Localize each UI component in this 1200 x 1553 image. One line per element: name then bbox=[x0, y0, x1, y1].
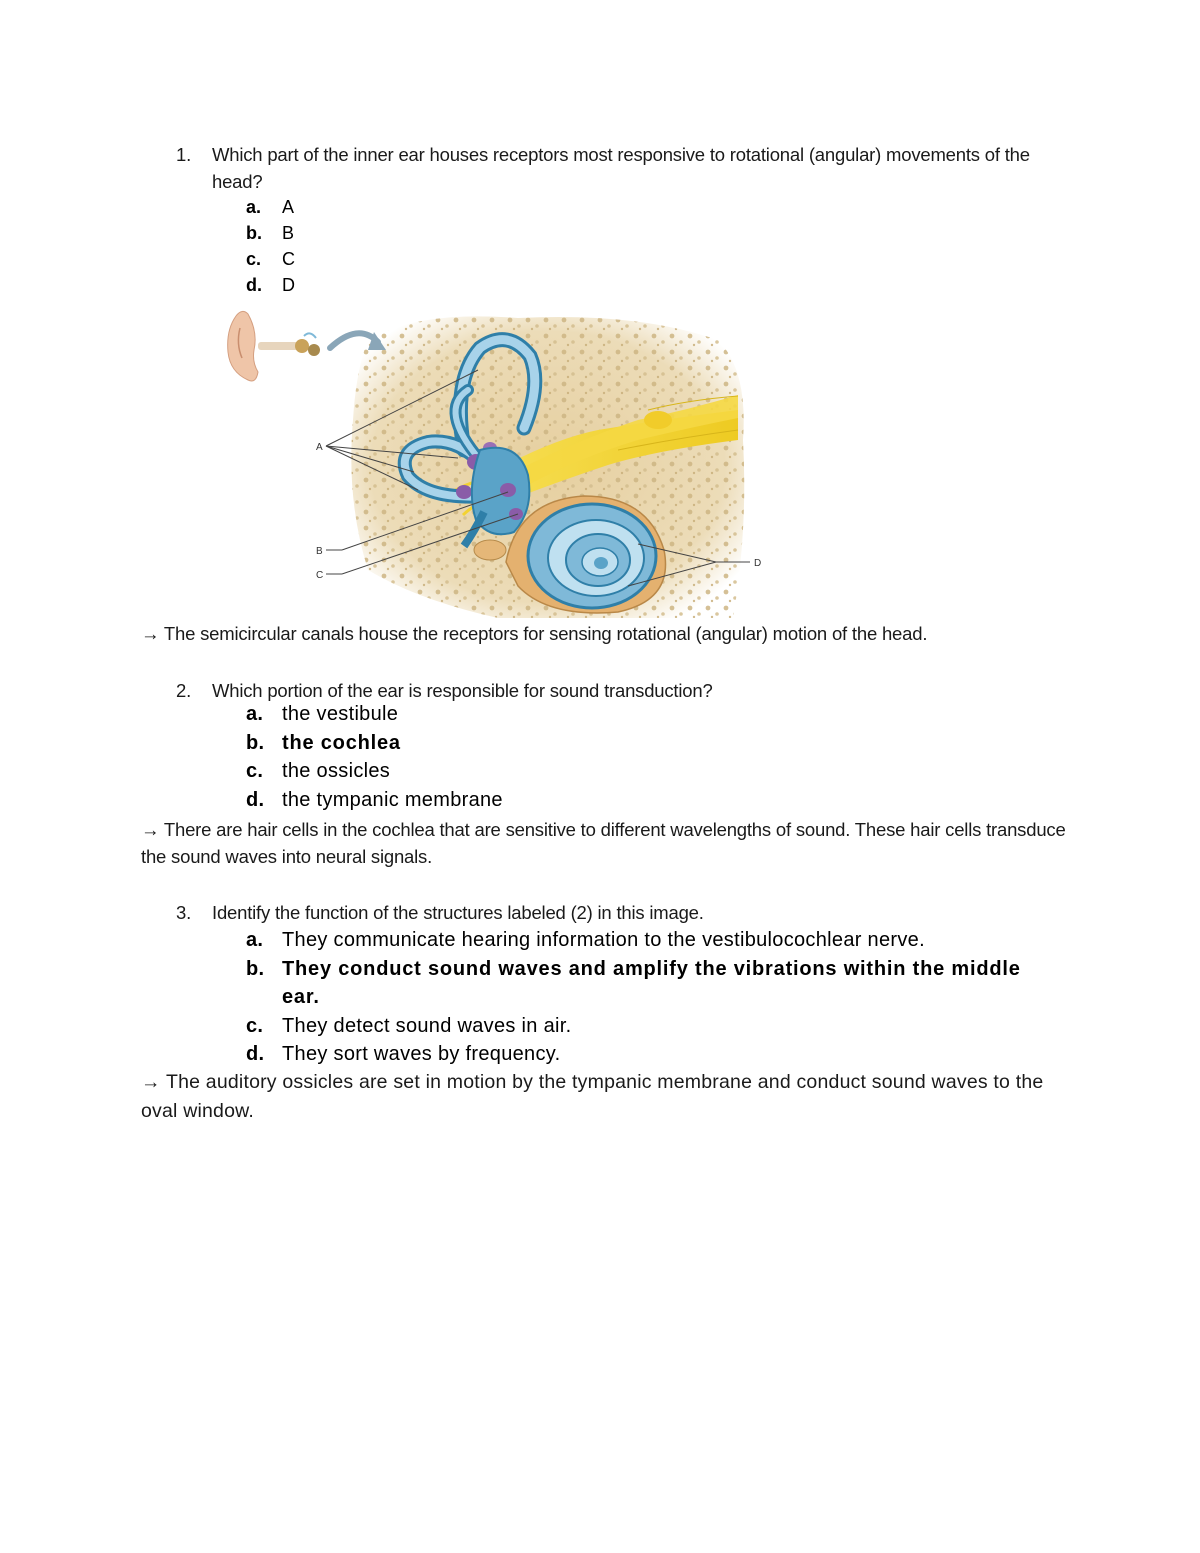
option-letter: c. bbox=[246, 760, 264, 782]
question-3-option-a bbox=[246, 926, 1046, 955]
question-2-option-b bbox=[246, 729, 503, 758]
question-1-option-b bbox=[246, 220, 295, 246]
figure-label-c: C bbox=[316, 570, 324, 581]
question-2-text: Which portion of the ear is responsible for sound transduction? bbox=[212, 680, 713, 701]
question-3-option-d bbox=[246, 1040, 1046, 1069]
option-letter: a. bbox=[246, 703, 264, 725]
option-text: C bbox=[282, 249, 295, 269]
question-3-text: Identify the function of the structures labeled (2) in this image. bbox=[212, 902, 704, 923]
option-text: They detect sound waves in air. bbox=[282, 1014, 572, 1037]
question-3-option-b bbox=[246, 955, 1046, 1012]
question-1-option-a bbox=[246, 194, 295, 220]
outer-ear-icon bbox=[228, 311, 320, 381]
question-1-option-c bbox=[246, 246, 295, 272]
figure-label-d: D bbox=[754, 558, 762, 569]
question-2-options bbox=[246, 700, 503, 814]
option-letter: b. bbox=[246, 731, 265, 754]
question-3-option-c bbox=[246, 1012, 1046, 1041]
inner-ear-illustration bbox=[218, 300, 778, 618]
question-1-explanation: → The semicircular canals house the receptors for sensing rotational (angular) motion of the head. bbox=[141, 623, 928, 644]
question-3-options bbox=[246, 926, 1046, 1069]
question-1-stem bbox=[176, 141, 1062, 195]
option-letter: d. bbox=[246, 788, 265, 811]
option-letter: a. bbox=[246, 929, 264, 951]
option-text: the vestibule bbox=[282, 703, 399, 725]
question-2-number: 2. bbox=[176, 680, 192, 701]
question-1-text: Which part of the inner ear houses receptors most responsive to rotational (angular) movements of the head? bbox=[212, 144, 1030, 192]
question-3-explanation: → The auditory ossicles are set in motion by the tympanic membrane and conduct sound waves to the oval window. bbox=[141, 1071, 1044, 1122]
option-text: B bbox=[282, 223, 295, 243]
option-text: They communicate hearing information to the vestibulocochlear nerve. bbox=[282, 929, 925, 951]
question-2-option-c bbox=[246, 757, 503, 786]
question-1-options bbox=[246, 194, 295, 298]
option-text: D bbox=[282, 275, 295, 295]
option-letter: b. bbox=[246, 223, 262, 243]
option-text: the cochlea bbox=[282, 731, 401, 754]
option-letter: d. bbox=[246, 275, 262, 295]
question-2-option-d bbox=[246, 786, 503, 815]
question-3-number: 3. bbox=[176, 902, 192, 923]
option-letter: c. bbox=[246, 1014, 264, 1037]
option-letter: c. bbox=[246, 249, 262, 269]
question-1-number: 1. bbox=[176, 144, 192, 165]
option-text: the ossicles bbox=[282, 760, 391, 782]
option-letter: d. bbox=[246, 1043, 265, 1065]
option-text: the tympanic membrane bbox=[282, 788, 503, 811]
option-letter: a. bbox=[246, 197, 262, 217]
option-letter: b. bbox=[246, 957, 265, 980]
question-3-stem bbox=[176, 899, 1062, 926]
question-2-option-a bbox=[246, 700, 503, 729]
option-text: They conduct sound waves and amplify the vibrations within the middle ear. bbox=[282, 957, 1021, 1008]
question-1-option-d bbox=[246, 272, 295, 298]
option-text: A bbox=[282, 197, 295, 217]
option-text: They sort waves by frequency. bbox=[282, 1043, 561, 1065]
figure-label-b: B bbox=[316, 546, 323, 557]
question-2-explanation: → There are hair cells in the cochlea that are sensitive to different wavelengths of sound. These hair cells transduce the sound waves into neural signals. bbox=[141, 819, 1066, 867]
inner-ear-figure bbox=[218, 300, 778, 618]
figure-label-a: A bbox=[316, 442, 323, 453]
